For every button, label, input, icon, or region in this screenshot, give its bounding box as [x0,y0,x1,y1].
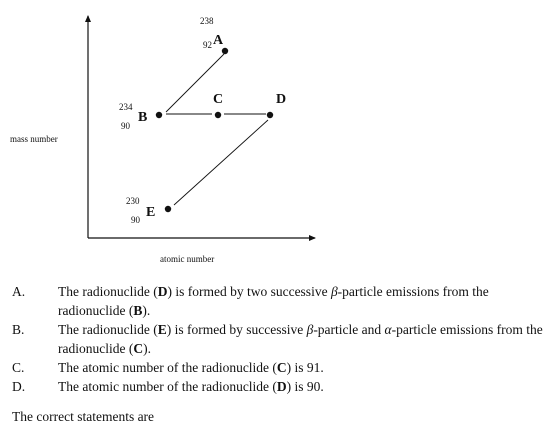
nuclide-a-mass: 238 [200,16,214,26]
nuclide-b-letter: B [138,110,148,125]
nuclide-b-mass: 234 [119,102,133,112]
radionuclide-label: D [157,284,168,299]
option-text [58,320,553,358]
option-a [0,282,553,320]
nuclide-e-atomic: 90 [131,215,140,225]
line-d-e [174,120,268,205]
option-text-segment: ) is formed by two successive [167,284,331,299]
option-text-segment: -particle and [313,322,385,337]
particle-symbol: β [306,322,314,337]
option-b [0,320,553,358]
option-letter: D. [12,379,26,394]
radionuclide-label: C [276,360,287,375]
radionuclide-label: C [133,341,144,356]
option-text-segment: ). [143,341,151,356]
option-text-segment: -particle emissions from the radionuclide ( [58,322,543,356]
option-c [0,358,553,377]
nuclide-a-letter: A [213,33,224,48]
option-text-segment: The radionuclide ( [58,322,158,337]
option-text-segment: ) is 90. [286,379,324,394]
point-b [156,112,162,118]
particle-symbol: β [330,284,338,299]
option-text [58,282,553,320]
point-a [222,48,228,54]
nuclide-a-atomic: 92 [203,40,212,50]
option-text-segment: ) is 91. [286,360,324,375]
option-letter: A. [12,284,26,299]
option-letter: B. [12,322,25,337]
point-e [165,206,171,212]
option-text-segment: ). [142,303,151,318]
nuclide-e-letter: E [146,205,156,220]
radionuclide-label: E [157,322,167,337]
option-text-segment: -particle emissions from the radionuclide ( [58,284,489,318]
option-letter: C. [12,360,25,375]
nuclide-d-letter: D [276,92,287,107]
nuclide-c-letter: C [213,92,224,107]
nuclide-b-atomic: 90 [121,121,130,131]
particle-symbol: α [384,322,392,337]
nuclide-e-mass: 230 [126,196,140,206]
option-text-segment: The radionuclide ( [58,284,158,299]
option-text-segment: The atomic number of the radionuclide ( [58,379,277,394]
option-text-segment: ) is formed by successive [166,322,307,337]
option-text [58,377,553,396]
radionuclide-label: B [133,303,143,318]
option-d [0,377,553,396]
radionuclide-label: D [276,379,287,394]
x-axis-label: atomic number [160,254,215,264]
question-prompt: The correct statements are [12,409,155,424]
option-text [58,358,553,377]
option-text-segment: The atomic number of the radionuclide ( [58,360,277,375]
point-c [215,112,221,118]
statement-options [0,282,553,396]
point-d [267,112,273,118]
y-axis-label: mass number [10,134,58,144]
